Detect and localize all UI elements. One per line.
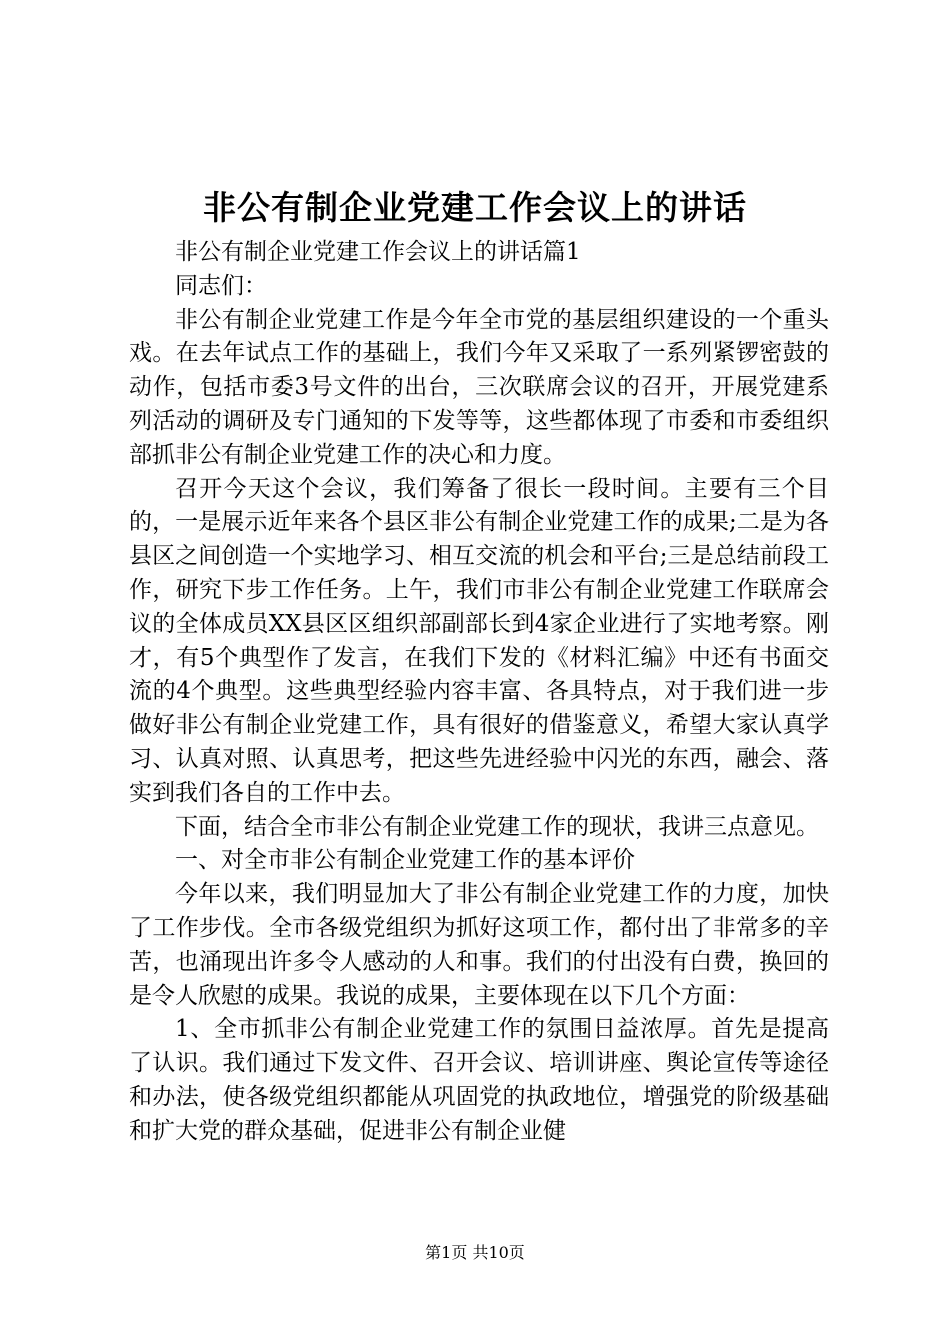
- body-paragraph: 召开今天这个会议，我们筹备了很长一段时间。主要有三个目的，一是展示近年来各个县区非公有制企业党建工作的成果;二是为各县区之间创造一个实地学习、相互交流的机会和平台;三是总结前段工作，研究下步工作任务。上午，我们市非公有制企业党建工作联席会议的全体成员XX县区区组织部副部长到4家企业进行了实地考察。刚才，有5个典型作了发言，在我们下发的《材料汇编》中还有书面交流的4个典型。这些典型经验内容丰富、各具特点，对于我们进一步做好非公有制企业党建工作，具有很好的借鉴意义，希望大家认真学习、认真对照、认真思考，把这些先进经验中闪光的东西，融会、落实到我们各自的工作中去。: [129, 475, 829, 806]
- subtitle-paragraph: 非公有制企业党建工作会议上的讲话篇1: [175, 239, 581, 265]
- document-title: 非公有制企业党建工作会议上的讲话: [203, 188, 747, 227]
- body-paragraph: 1、全市抓非公有制企业党建工作的氛围日益浓厚。首先是提高了认识。我们通过下发文件、召开会议、培训讲座、舆论宣传等途径和办法，使各级党组织都能从巩固党的执政地位，增强党的阶级基础和扩大党的群众基础，促进非公有制企业健: [129, 1016, 829, 1144]
- body-paragraph: 非公有制企业党建工作是今年全市党的基层组织建设的一个重头戏。在去年试点工作的基础上，我们今年又采取了一系列紧锣密鼓的动作，包括市委3号文件的出台，三次联席会议的召开，开展党建系列活动的调研及专门通知的下发等等，这些都体现了市委和市委组织部抓非公有制企业党建工作的决心和力度。: [129, 306, 829, 468]
- page-footer: 第1页 共10页: [425, 1243, 525, 1262]
- document-body: [129, 236, 829, 1149]
- salutation-paragraph: 同志们：: [175, 272, 267, 299]
- body-paragraph: 今年以来，我们明显加大了非公有制企业党建工作的力度，加快了工作步伐。全市各级党组织为抓好这项工作，都付出了非常多的辛苦，也涌现出许多令人感动的人和事。我们的付出没有白费，换回的是令人欣慰的成果。我说的成果，主要体现在以下几个方面：: [129, 881, 829, 1009]
- section-heading: 一、对全市非公有制企业党建工作的基本评价: [175, 847, 635, 874]
- body-paragraph: 下面，结合全市非公有制企业党建工作的现状，我讲三点意见。: [175, 813, 819, 840]
